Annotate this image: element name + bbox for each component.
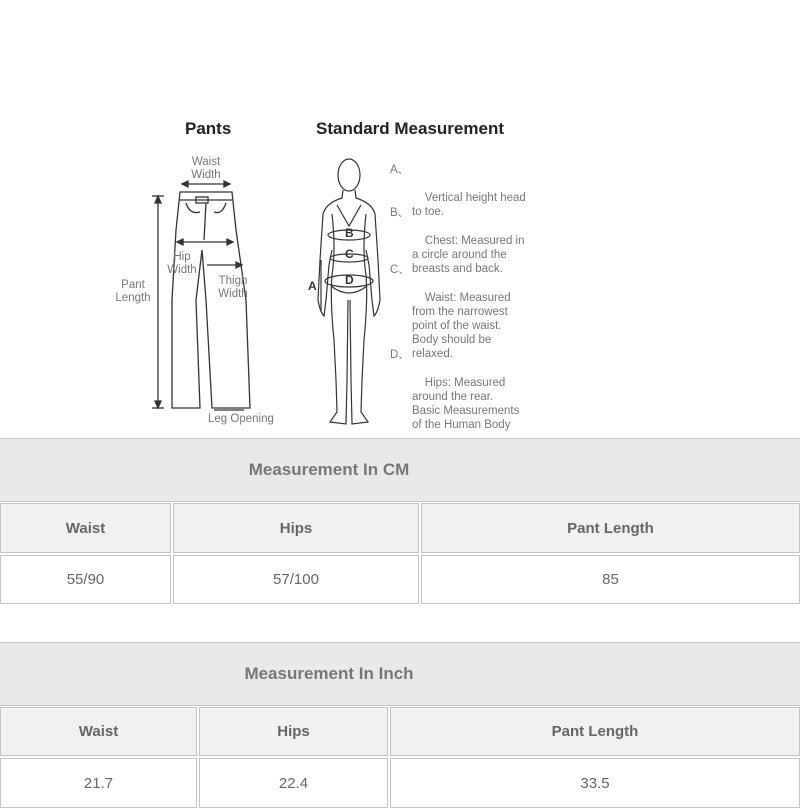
cm-table-value-row (0, 555, 800, 604)
thigh-width-label: Thigh Width (218, 275, 248, 300)
legend-d-key: D、 (390, 349, 410, 361)
legend-c-key: C、 (390, 264, 410, 276)
body-illustration (318, 159, 380, 424)
legend-b-key: B、 (390, 207, 410, 219)
cm-header-waist: Waist (0, 503, 171, 553)
inch-value-waist: 21.7 (0, 758, 197, 808)
body-letter-b: B (345, 226, 354, 240)
cm-table-title-bar (0, 438, 800, 502)
cm-header-hips: Hips (173, 503, 419, 553)
cm-table-title: Measurement In CM (248, 460, 410, 479)
body-letter-d: D (345, 273, 354, 287)
inch-table-value-row (0, 758, 800, 800)
cm-header-pant-length: Pant Length (421, 503, 800, 553)
cm-table-header-row (0, 503, 800, 553)
cm-value-pant-length: 85 (421, 555, 800, 604)
cm-value-hips: 57/100 (173, 555, 419, 604)
inch-header-hips: Hips (199, 707, 388, 756)
inch-table-title: Measurement In Inch (244, 664, 414, 683)
inch-header-waist: Waist (0, 707, 197, 756)
legend-d (390, 348, 520, 446)
inch-header-pant-length: Pant Length (390, 707, 800, 756)
legend-d-text: Hips: Measured around the rear. Basic Measurements of the Human Body (412, 377, 520, 431)
pant-length-label: Pant Length (115, 279, 151, 304)
leg-opening-label: Leg Opening (208, 413, 274, 425)
legend-c-text: Waist: Measured from the narrowest point of the waist. Body should be relaxed. (412, 292, 511, 360)
hip-width-label: Hip Width (167, 251, 197, 276)
legend-a-text: Vertical height head to toe. (412, 192, 526, 218)
inch-value-hips: 22.4 (199, 758, 388, 808)
standard-measurement-title: Standard Measurement (316, 119, 504, 138)
pants-title: Pants (185, 119, 232, 138)
legend-a-key: A、 (390, 164, 410, 176)
inch-table-header-row (0, 707, 800, 756)
body-letter-c: C (345, 247, 354, 261)
waist-width-label: Waist Width (191, 156, 221, 181)
legend-b-text: Chest: Measured in a circle around the breasts and back. (412, 235, 525, 275)
cm-value-waist: 55/90 (0, 555, 171, 604)
inch-value-pant-length: 33.5 (390, 758, 800, 808)
body-letter-a: A (308, 279, 317, 293)
inch-table-title-bar (0, 642, 800, 706)
